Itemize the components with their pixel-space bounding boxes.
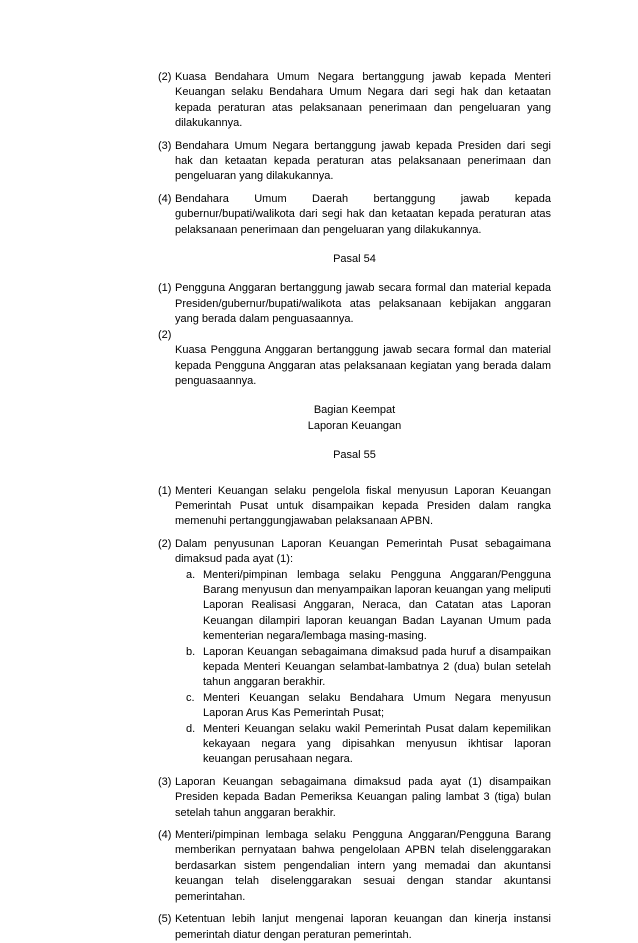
sub-item-text: Menteri Keuangan selaku wakil Pemerintah Pusat dalam kepemilikan kekayaan negara yang dipisahkan menyusun ikhtisar laporan keuangan perusahaan negara.	[203, 722, 551, 766]
sub-item-text: Menteri/pimpinan lembaga selaku Pengguna Anggaran/Pengguna Barang menyusun dan menyampaikan laporan keuangan yang meliputi Laporan Realisasi Anggaran, Neraca, dan Catatan atas Laporan Keuangan dilampiri laporan keuangan Badan Layanan Umum pada kementerian negara/lembaga masing-masing.	[203, 568, 551, 643]
item-text: Laporan Keuangan sebagaimana dimaksud pada ayat (1) disampaikan Presiden kepada Badan Pemeriksa Keuangan paling lambat 3 (tiga) bulan setelah tahun anggaran berakhir.	[175, 775, 551, 819]
sub-list	[158, 568, 551, 768]
sub-item-letter: a.	[186, 568, 196, 581]
sub-item-letter: b.	[186, 645, 196, 658]
item-text: Kuasa Bendahara Umum Negara bertanggung jawab kepada Menteri Keuangan selaku Bendahara Umum Negara dari segi hak dan ketaatan kepada peraturan atas pelaksanaan penerimaan dan pengeluaran yang dilakukannya.	[175, 71, 551, 130]
item-number: (2)	[158, 537, 172, 550]
paragraph-item	[158, 343, 551, 389]
item-text: Menteri Keuangan selaku pengelola fiskal menyusun Laporan Keuangan Pemerintah Pusat untuk disampaikan kepada Presiden dalam rangka memenuhi pertanggungjawaban pelaksanaan APBN.	[175, 484, 551, 528]
item-text: Bendahara Umum Daerah bertanggung jawab kepada gubernur/bupati/walikota dari segi hak dan ketaatan kepada peraturan atas pelaksanaan penerimaan dan pengeluaran yang dilakukannya.	[175, 192, 551, 236]
sub-item-text: Menteri Keuangan selaku Bendahara Umum Negara menyusun Laporan Arus Kas Pemerintah Pusat;	[203, 691, 551, 720]
item-text: Ketentuan lebih lanjut mengenai laporan keuangan dan kinerja instansi pemerintah diatur dengan peraturan pemerintah.	[175, 913, 551, 941]
sub-item-text: Laporan Keuangan sebagaimana dimaksud pada huruf a disampaikan kepada Menteri Keuangan selambat-lambatnya 2 (dua) bulan setelah tahun anggaran berakhir.	[203, 645, 551, 689]
paragraph-item	[158, 70, 551, 132]
sub-item	[175, 722, 551, 768]
paragraph-item	[158, 192, 551, 238]
item-number: (3)	[158, 775, 172, 788]
sub-item	[175, 691, 551, 722]
paragraph-item	[158, 484, 551, 530]
sub-item-letter: c.	[186, 691, 195, 704]
document-page	[158, 70, 551, 943]
sub-item	[175, 568, 551, 645]
item-text: Bendahara Umum Negara bertanggung jawab kepada Presiden dari segi hak dan ketaatan kepada peraturan atas pelaksanaan penerimaan dan pengeluaran yang dilakukannya.	[175, 139, 551, 183]
section-heading: Bagian Keempat	[313, 404, 396, 417]
item-text: Menteri/pimpinan lembaga selaku Pengguna Anggaran/Pengguna Barang memberikan pernyataan bahwa pengelolaan APBN telah diselenggarakan berdasarkan sistem pengendalian intern yang memadai dan akuntansi keuangan telah diselenggarakan sesuai dengan standar akuntansi pemerintahan.	[175, 829, 551, 903]
item-number: (5)	[158, 913, 172, 926]
paragraph-item	[158, 281, 551, 327]
paragraph-item	[158, 537, 551, 568]
item-number: (2)	[158, 328, 172, 341]
item-number: (1)	[158, 484, 172, 497]
item-number: (2)	[158, 71, 172, 83]
item-number: (4)	[158, 192, 172, 205]
item-text: Kuasa Pengguna Anggaran bertanggung jawab secara formal dan material kepada Pengguna Anggaran atas pelaksanaan kegiatan yang berada dalam penguasaannya.	[175, 344, 551, 387]
item-text: Pengguna Anggaran bertanggung jawab secara formal dan material kepada Presiden/gubernur/bupati/walikota atas pelaksanaan kebijakan anggaran yang berada dalam penguasaannya.	[175, 282, 551, 326]
item-text: Dalam penyusunan Laporan Keuangan Pemerintah Pusat sebagaimana dimaksud pada ayat (1):	[175, 537, 551, 566]
paragraph-item	[158, 139, 551, 185]
item-number: (4)	[158, 829, 172, 842]
paragraph-item	[158, 828, 551, 905]
article-heading-54: Pasal 54	[333, 253, 376, 266]
paragraph-item	[158, 912, 551, 943]
article-heading-55: Pasal 55	[333, 449, 376, 462]
sub-item	[175, 645, 551, 691]
section-title: Laporan Keuangan	[307, 419, 402, 432]
sub-item-letter: d.	[186, 722, 196, 735]
item-number: (1)	[158, 282, 172, 295]
item-number: (3)	[158, 139, 172, 152]
item-number-standalone	[158, 328, 551, 343]
paragraph-item	[158, 775, 551, 821]
